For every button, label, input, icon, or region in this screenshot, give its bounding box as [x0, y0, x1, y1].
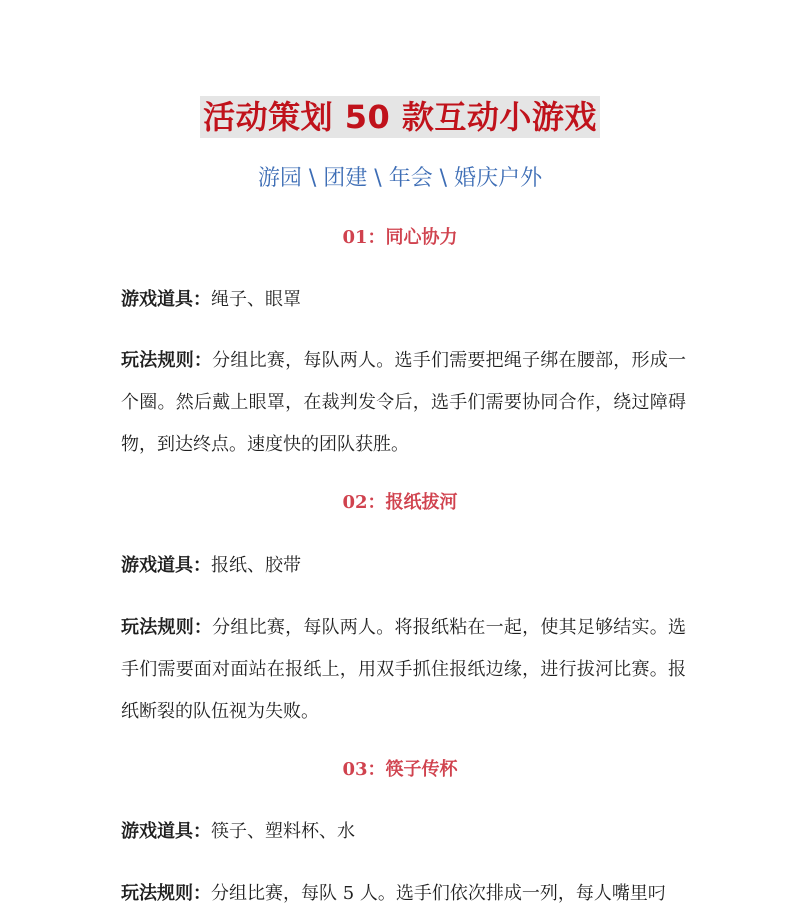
- rules-text: 分组比赛，每队两人。选手们需要把绳子绑在腰部，形成一个圈。然后戴上眼罩，在裁判发令后，选手们需要协同合作，绕过障碍物，到达终点。速度快的团队获胜。: [121, 350, 687, 455]
- props-text: 筷子、塑料杯、水: [211, 821, 355, 842]
- document-subtitle: 游园 \ 团建 \ 年会 \ 婚庆户外: [257, 166, 543, 191]
- game-heading: 02：报纸拔河: [342, 492, 458, 513]
- rules-text: 分组比赛，每队 5 人。选手们依次排成一列，每人嘴里叼: [211, 883, 666, 904]
- game-rules: [121, 607, 686, 733]
- rules-label: 玩法规则：: [121, 883, 211, 904]
- props-label: 游戏道具：: [121, 821, 211, 842]
- props-label: 游戏道具：: [121, 289, 211, 310]
- rules-label: 玩法规则：: [121, 617, 213, 638]
- document-title: 活动策划 50 款互动小游戏: [200, 96, 600, 138]
- rules-label: 玩法规则：: [121, 350, 213, 371]
- props-text: 绳子、眼罩: [211, 289, 301, 310]
- props-label: 游戏道具：: [121, 555, 211, 576]
- game-rules: [121, 340, 686, 466]
- game-props: [121, 545, 686, 587]
- game-props: [121, 279, 686, 321]
- game-props: [121, 811, 686, 853]
- game-heading: 01：同心协力: [342, 227, 458, 248]
- props-text: 报纸、胶带: [211, 555, 301, 576]
- title-block: [0, 96, 800, 138]
- game-heading: 03：筷子传杯: [342, 759, 458, 780]
- game-rules: [121, 873, 686, 915]
- rules-text: 分组比赛，每队两人。将报纸粘在一起，使其足够结实。选手们需要面对面站在报纸上，用双手抓住报纸边缘，进行拔河比赛。报纸断裂的队伍视为失败。: [121, 617, 687, 722]
